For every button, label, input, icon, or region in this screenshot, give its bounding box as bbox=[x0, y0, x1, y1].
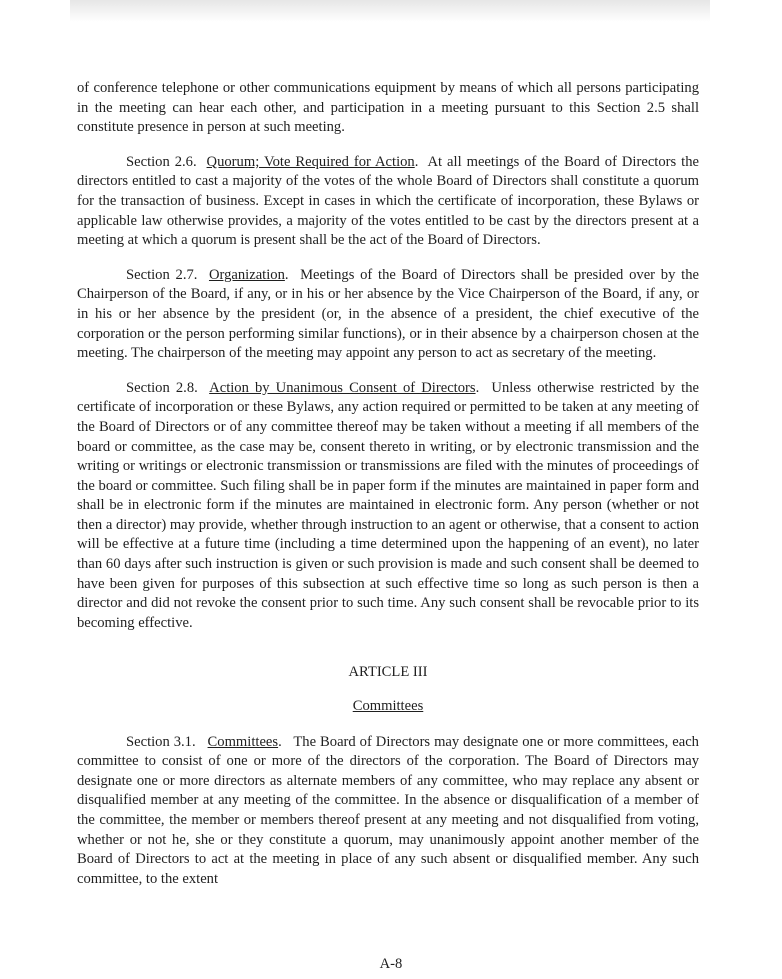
article-subtitle-text: Committees bbox=[352, 698, 424, 715]
paragraph-continuation bbox=[77, 79, 699, 138]
section-3-1: Section 3.1. Committees. The Board of Directors may designate one or more committees, each committee to consist of one or more of the directors of the corporation. The Board of Directors may designate one or more directors as alternate members of any committee, who may replace any absent or disqualified member at any meeting of the committee. In the absence or disqualification of a member of the committee, the member or members thereof present at any meeting and not disqualified from voting, whether or not he, she or they constitute a quorum, may unanimously appoint another member of the Board of Directors to act at the meeting in place of any such absent or disqualified member. Any such committee, to the extent bbox=[77, 733, 699, 887]
section-heading: Committees bbox=[207, 733, 279, 750]
section-heading: Organization bbox=[208, 266, 285, 283]
section-heading: Quorum; Vote Required for Action bbox=[206, 153, 415, 170]
article-subtitle bbox=[77, 697, 699, 717]
section-text: The Board of Directors may designate one or more committees, each committee to consist of one or more of the directors of the corporation. The Board of Directors may designate one or more directors as alternate members of any committee, who may replace any absent or disqualified member at any meeting of the committee. In the absence or disqualification of a member of the committee, the member or members thereof present at any meeting and not disqualified from voting, whether or not he, she or they constitute a quorum, may unanimously appoint another member of the Board of Directors to act at the meeting in place of any such absent or disqualified member. Any such committee, to the extent bbox=[77, 733, 699, 887]
section-text: Unless otherwise restricted by the certificate of incorporation or these Bylaws, any action required or permitted to be taken at any meeting of the Board of Directors or of any committee thereof may be taken without a meeting if all members of the board or committee, as the case may be, consent thereto in writing, or by electronic transmission and the writing or writings or electronic transmission or transmissions are filed with the minutes of proceedings of the board or committee. Such filing shall be in paper form if the minutes are maintained in paper form and shall be in electronic form if the minutes are maintained in electronic form. Any person (whether or not then a director) may provide, whether through instruction to an agent or otherwise, that a consent to action will be effective at a future time (including a time determined upon the happening of an event), no later than 60 days after such instruction is given or such provision is made and such consent shall be deemed to have been given for purposes of this subsection at such effective time so long as such person is then a director and did not revoke the consent prior to such time. Any such consent shall be revocable prior to its becoming effective. bbox=[77, 379, 699, 631]
scan-bleed-artifact bbox=[70, 0, 710, 22]
section-2-8: Section 2.8. Action by Unanimous Consent of Directors. Unless otherwise restricted by the certificate of incorporation or these Bylaws, any action required or permitted to be taken at any meeting of the Board of Directors or of any committee thereof may be taken without a meeting if all members of the board or committee, as the case may be, consent thereto in writing, or by electronic transmission and the writing or writings or electronic transmission or transmissions are filed with the minutes of proceedings of the board or committee. Such filing shall be in paper form if the minutes are maintained in paper form and shall be in electronic form if the minutes are maintained in electronic form. Any person (whether or not then a director) may provide, whether through instruction to an agent or otherwise, that a consent to action will be effective at a future time (including a time determined upon the happening of an event), no later than 60 days after such instruction is given or such provision is made and such consent shall be deemed to have been given for purposes of this subsection at such effective time so long as such person is then a director and did not revoke the consent prior to such time. Any such consent shall be revocable prior to its becoming effective. bbox=[77, 379, 699, 631]
section-label: Section 2.8. bbox=[126, 379, 198, 396]
section-text: At all meetings of the Board of Directors the directors entitled to cast a majority of the votes of the whole Board of Directors shall constitute a quorum for the transaction of business. Except in cases in which the certificate of incorporation, these Bylaws or applicable law otherwise provides, a majority of the votes entitled to be cast by the directors present at a meeting at which a quorum is present shall be the act of the Board of Directors. bbox=[77, 153, 699, 249]
page-number: A-8 bbox=[379, 956, 403, 972]
section-text: Meetings of the Board of Directors shall be presided over by the Chairperson of the Board, if any, or in his or her absence by the Vice Chairperson of the Board, if any, or in his or her absence by the president (or, in the absence of a president, the chief executive of the corporation or the person performing similar functions), or in their absence by a chairperson chosen at the meeting. The chairperson of the meeting may appoint any person to act as secretary of the meeting. bbox=[77, 266, 699, 362]
section-2-7: Section 2.7. Organization. Meetings of the Board of Directors shall be presided over by the Chairperson of the Board, if any, or in his or her absence by the Vice Chairperson of the Board, if any, or in his or her absence by the president (or, in the absence of a president, the chief executive of the corporation or the person performing similar functions), or in their absence by a chairperson chosen at the meeting. The chairperson of the meeting may appoint any person to act as secretary of the meeting. bbox=[77, 266, 699, 362]
document-body bbox=[77, 79, 699, 904]
section-label: Section 2.7. bbox=[126, 266, 198, 283]
section-heading: Action by Unanimous Consent of Directors bbox=[209, 379, 476, 396]
section-label: Section 2.6. bbox=[126, 153, 197, 170]
article-title: ARTICLE III bbox=[348, 664, 428, 681]
section-label: Section 3.1. bbox=[126, 733, 196, 750]
paragraph-text: of conference telephone or other communications equipment by means of which all persons participating in the meeting can hear each other, and participation in a meeting pursuant to this Section 2.5 shall constitute presence in person at such meeting. bbox=[77, 80, 699, 136]
section-2-6: Section 2.6. Quorum; Vote Required for Action. At all meetings of the Board of Directors the directors entitled to cast a majority of the votes of the whole Board of Directors shall constitute a quorum for the transaction of business. Except in cases in which the certificate of incorporation, these Bylaws or applicable law otherwise provides, a majority of the votes entitled to be cast by the directors present at a meeting at which a quorum is present shall be the act of the Board of Directors. bbox=[77, 153, 699, 249]
